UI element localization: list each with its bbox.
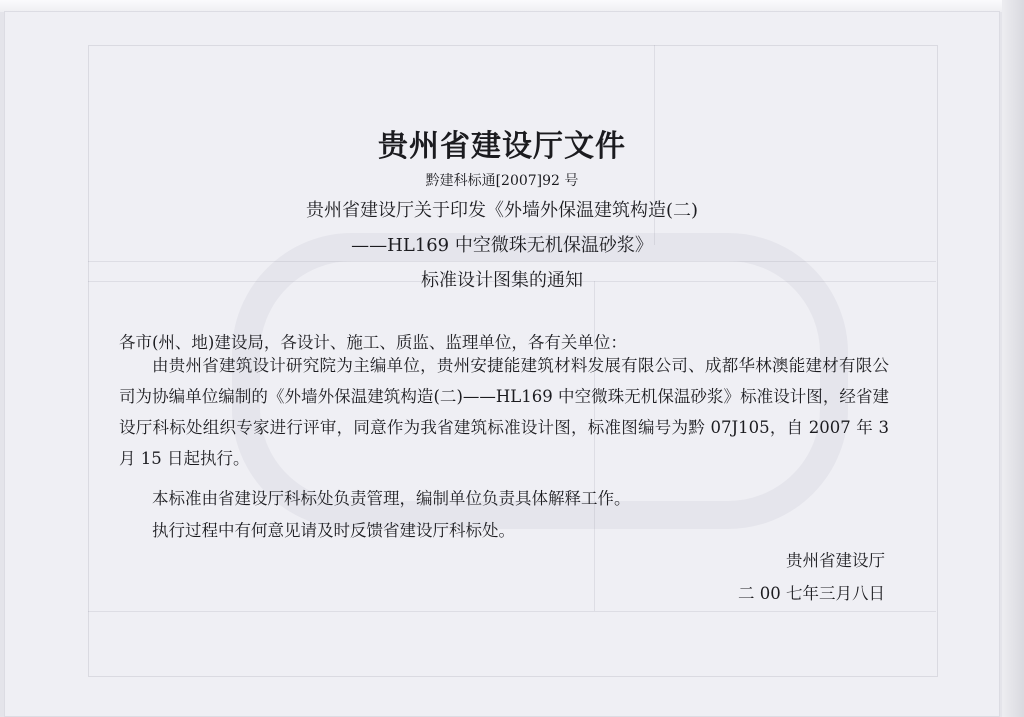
notice-content xyxy=(4,11,1000,717)
document-sheet xyxy=(4,11,1000,717)
body-paragraph-2: 本标准由省建设厅科标处负责管理，编制单位负责具体解释工作。 xyxy=(152,489,631,508)
subject-line-3: 标准设计图集的通知 xyxy=(421,270,583,291)
addressee-line: 各市(州、地)建设局，各设计、施工、质监、监理单位，各有关单位： xyxy=(119,333,627,352)
body-paragraph-3: 执行过程中有何意见请及时反馈省建设厅科标处。 xyxy=(152,521,515,540)
issue-date: 二 00 七年三月八日 xyxy=(738,584,885,603)
subject-line-1: 贵州省建设厅关于印发《外墙外保温建筑构造(二) xyxy=(305,200,699,221)
body-paragraph-1: 由贵州省建筑设计研究院为主编单位，贵州安捷能建筑材料发展有限公司、成都华林澳能建材有限公司为协编单位编制的《外墙外保温建筑构造(二)——HL169 中空微珠无机保温砂浆》标准设计图，经省建设厅科标处组织专家进行评审，同意作为我省建筑标准设计图，标准图编号为黔 07J105，自 2007 年 3 月 15 日起执行。 xyxy=(119,356,889,468)
scan-edge-right xyxy=(1002,0,1024,717)
document-title: 贵州省建设厅文件 xyxy=(378,129,626,164)
document-number: 黔建科标通[2007]92 号 xyxy=(425,173,579,189)
subject-line-2: ——HL169 中空微珠无机保温砂浆》 xyxy=(351,235,653,256)
issuer-signature: 贵州省建设厅 xyxy=(786,551,885,570)
